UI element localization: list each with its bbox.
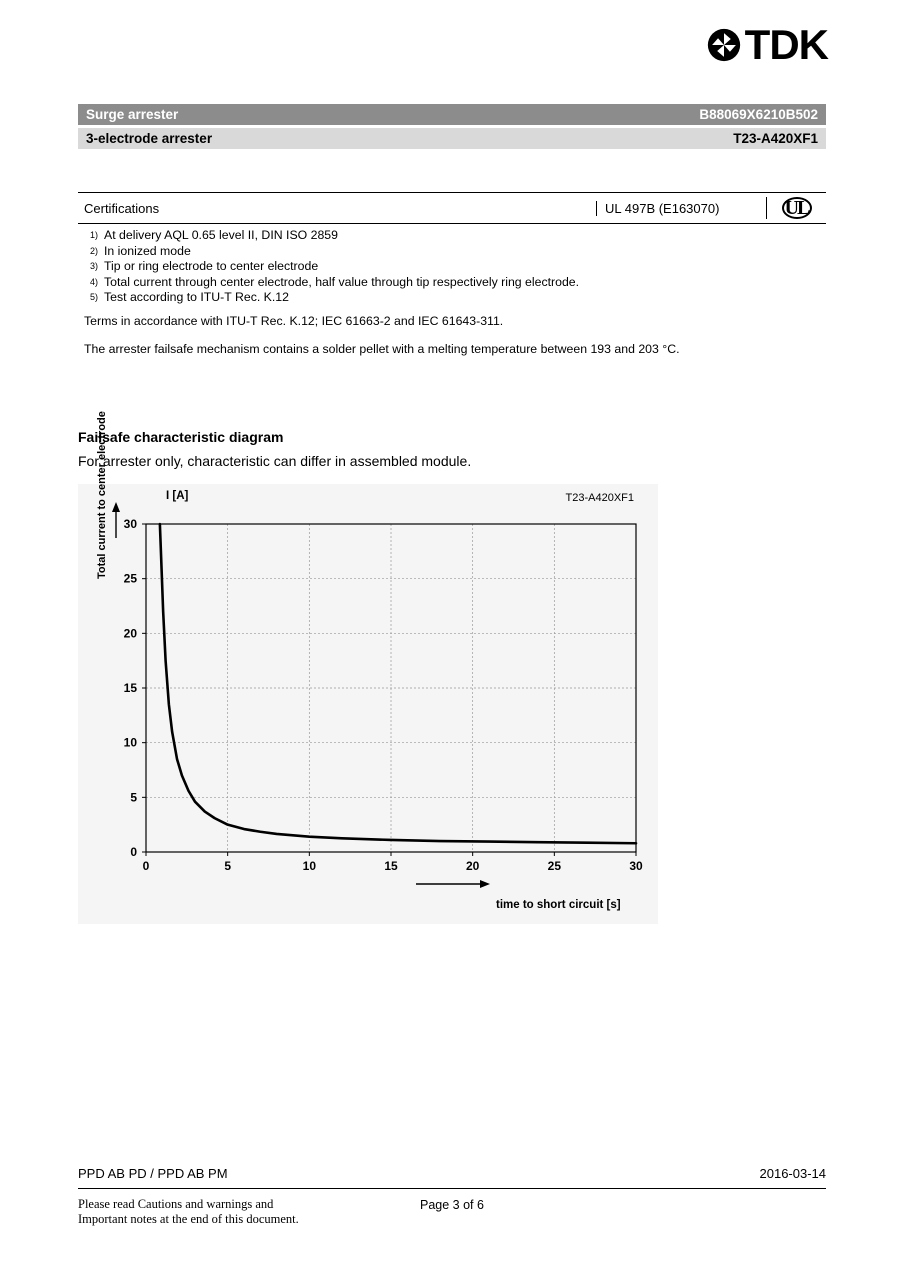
certifications-value: UL 497B (E163070) (596, 201, 766, 216)
product-header-row (78, 104, 826, 125)
x-axis-tick-label: 5 (224, 859, 232, 873)
ul-mark-label: UL (782, 197, 812, 219)
chart-canvas (78, 484, 658, 924)
y-axis-arrowhead (112, 502, 120, 512)
chart-title: T23-A420XF1 (565, 492, 634, 504)
type-code: T23-A420XF1 (733, 131, 818, 146)
footnote-item (78, 244, 826, 260)
tdk-pinwheel-logo-icon (707, 28, 741, 62)
failsafe-paragraph: The arrester failsafe mechanism contains a solder pellet with a melting temperature between 193 and 203 °C. (84, 342, 680, 356)
y-axis-unit-label: I [A] (166, 490, 189, 502)
part-number: B88069X6210B502 (699, 107, 818, 122)
x-axis-arrowhead (480, 880, 490, 888)
y-axis-tick-label: 0 (130, 845, 137, 859)
footnote-number: 2) (89, 245, 98, 256)
footnote-text: Tip or ring electrode to center electrode (104, 259, 319, 273)
y-axis-tick-label: 20 (123, 626, 137, 641)
footnote-text: In ionized mode (104, 243, 191, 258)
y-axis-tick-label: 25 (123, 571, 137, 586)
footnotes-list (78, 228, 826, 306)
certifications-table (78, 192, 826, 224)
certifications-label: Certifications (84, 200, 160, 216)
footer-page-number: Page 3 of 6 (420, 1198, 484, 1212)
footnote-item (78, 259, 826, 275)
footnote-item (78, 275, 826, 291)
y-axis-tick-label: 10 (123, 735, 137, 750)
footnote-item (78, 290, 826, 306)
footnote-text: Test according to ITU-T Rec. K.12 (104, 290, 289, 304)
footer-divider (78, 1188, 826, 1189)
footer-department: PPD AB PD / PPD AB PM (78, 1166, 228, 1181)
product-title-block (78, 104, 826, 149)
x-axis-tick-label: 20 (465, 859, 480, 873)
product-category: Surge arrester (86, 107, 179, 122)
product-type: 3-electrode arrester (86, 131, 213, 146)
x-axis-tick-label: 25 (547, 859, 562, 873)
section-subheading: For arrester only, characteristic can differ in assembled module. (78, 453, 472, 469)
footnote-number: 3) (89, 261, 98, 271)
footnote-number: 1) (89, 230, 98, 240)
product-subheader-row (78, 128, 826, 149)
y-axis-tick-label: 15 (123, 681, 137, 695)
footer-cautions-line2: Important notes at the end of this document. (78, 1212, 299, 1226)
tdk-logo (707, 21, 828, 68)
footnote-text: At delivery AQL 0.65 level II, DIN ISO 2859 (104, 228, 338, 242)
y-axis-tick-label: 30 (123, 517, 137, 531)
footnote-text: Total current through center electrode, half value through tip respectively ring electrode. (104, 274, 580, 289)
y-axis-label: Total current to center electrode (96, 411, 108, 579)
tdk-wordmark: TDK (744, 21, 828, 68)
x-axis-tick-label: 15 (384, 859, 398, 873)
footnote-item (78, 228, 826, 244)
failsafe-curve (160, 524, 636, 843)
footnote-number: 5) (89, 292, 98, 302)
x-axis-tick-label: 30 (629, 859, 643, 873)
x-axis-tick-label: 10 (302, 859, 317, 873)
x-axis-tick-label: 0 (142, 859, 150, 873)
ul-certification-icon (766, 197, 826, 219)
y-axis-tick-label: 5 (130, 790, 137, 805)
footer-cautions (78, 1197, 299, 1227)
footer-date: 2016-03-14 (759, 1166, 826, 1181)
section-heading: Failsafe characteristic diagram (78, 429, 284, 445)
footer-cautions-line1: Please read Cautions and warnings and (78, 1197, 274, 1211)
x-axis-label: time to short circuit [s] (496, 899, 621, 911)
terms-paragraph: Terms in accordance with ITU-T Rec. K.12; IEC 61663-2 and IEC 61643-311. (84, 314, 504, 328)
footnote-number: 4) (89, 276, 98, 287)
